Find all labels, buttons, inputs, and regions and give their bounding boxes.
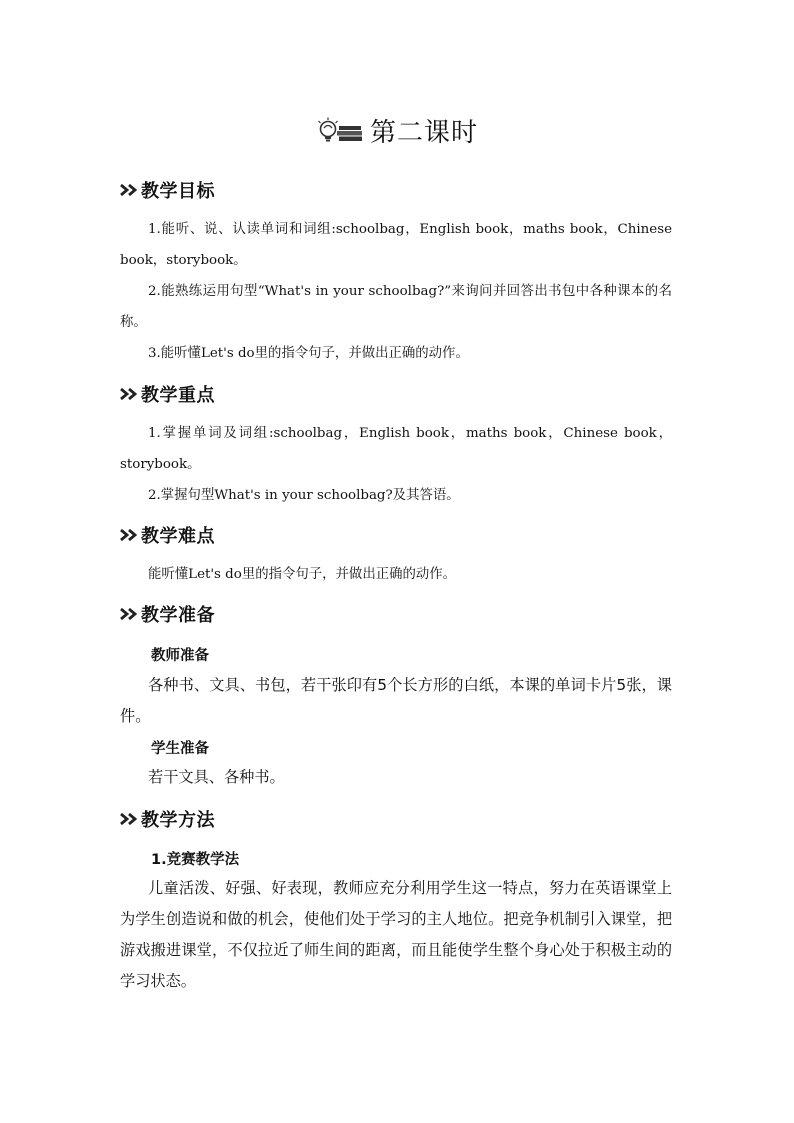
double-chevron-icon [120,528,140,542]
student-prep-text: 若干文具、各种书。 [148,768,285,786]
goal-item-2: 2.能熟练运用句型“What's in your schoolbag?”来询问并回答出书包中各种课本的名称。 [120,284,672,330]
page-title: 第二课时 [369,118,478,148]
section-title: 教学难点 [141,526,215,547]
double-chevron-icon [120,812,140,826]
difficulty-text: 能听懂Let's do里的指令句子，并做出正确的动作。 [148,567,457,582]
section-title: 教学目标 [141,181,215,202]
section-heading-preparation [120,601,215,627]
method-sub-label: 1.竞赛教学法 [151,852,240,868]
section-heading-difficulties [120,522,215,548]
section-title: 教学重点 [141,385,215,406]
title-block [0,112,794,150]
double-chevron-icon [120,183,140,197]
double-chevron-icon [120,607,140,621]
student-prep-label: 学生准备 [151,741,209,757]
section-heading-key-points [120,381,215,407]
key-point-item-1: 1.掌握单词及词组:schoolbag，English book，maths book，Chinese book，storybook。 [120,426,672,472]
double-chevron-icon [120,387,140,401]
goal-item-3: 3.能听懂Let's do里的指令句子，并做出正确的动作。 [148,346,469,361]
method-text: 儿童活泼、好强、好表现，教师应充分利用学生这一特点，努力在英语课堂上为学生创造说和做的机会，使他们处于学习的主人地位。把竞争机制引入课堂，把游戏搬进课堂，不仅拉近了师生间的距离，而且能使学生整个身心处于积极主动的学习状态。 [120,879,672,990]
teacher-prep-label: 教师准备 [151,648,209,664]
section-heading-goals [120,177,215,203]
section-title: 教学方法 [141,810,215,831]
lightbulb-books-icon [316,117,366,145]
section-heading-methods [120,806,215,832]
teacher-prep-text: 各种书、文具、书包，若干张印有5个长方形的白纸，本课的单词卡片5张，课件。 [120,676,672,725]
section-title: 教学准备 [141,605,215,626]
key-point-item-2: 2.掌握句型What's in your schoolbag?及其答语。 [148,488,460,503]
goal-item-1: 1.能听、说、认读单词和词组:schoolbag，English book，maths book，Chinese book，storybook。 [120,222,672,268]
